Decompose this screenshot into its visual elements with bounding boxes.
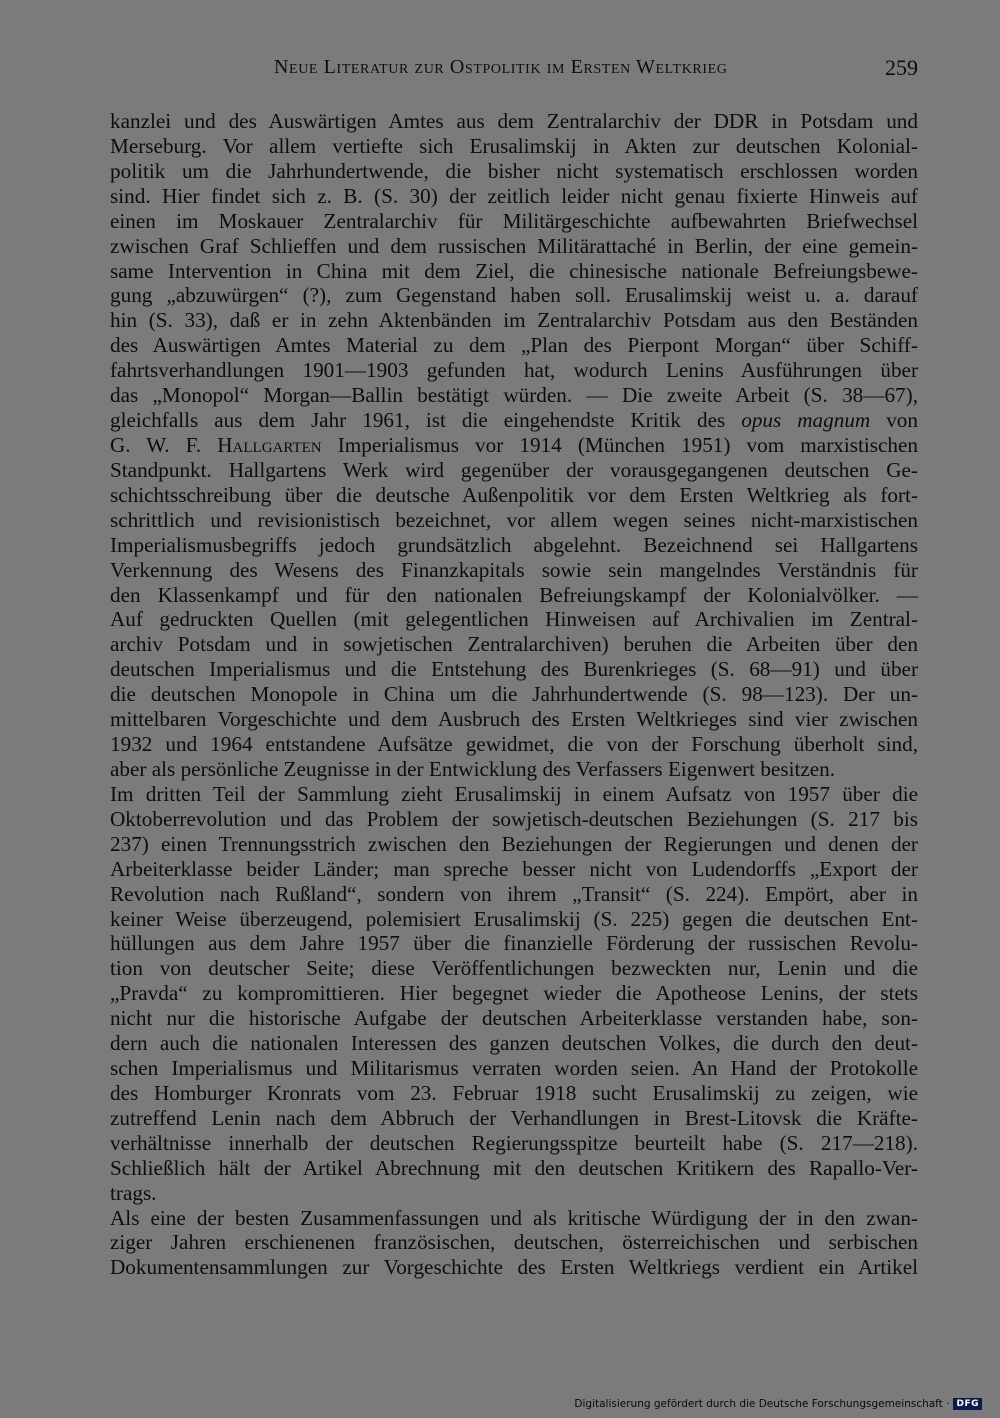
- text-line: keiner Weise überzeugend, polemisiert Erusalimskij (S. 225) gegen die deutschen Ent-: [110, 906, 918, 931]
- text-line: same Intervention in China mit dem Ziel, die chinesische nationale Befreiungsbewe-: [110, 258, 918, 283]
- text-line: tion von deutscher Seite; diese Veröffentlichungen bezweckten nur, Lenin und die: [110, 956, 918, 981]
- text-line: hin (S. 33), daß er in zehn Aktenbänden im Zentralarchiv Potsdam aus den Beständen: [110, 308, 918, 333]
- text-line: Schließlich hält der Artikel Abrechnung mit den deutschen Kritikern des Rapallo-Ver-: [110, 1155, 918, 1180]
- text-line: schen Imperialismus und Militarismus verraten worden seien. An Hand der Protokolle: [110, 1056, 918, 1081]
- text-line: fahrtsverhandlungen 1901—1903 gefunden hat, wodurch Lenins Ausführungen über: [110, 358, 918, 383]
- text-line: Revolution nach Rußland“, sondern von ihrem „Transit“ (S. 224). Empört, aber in: [110, 881, 918, 906]
- text-line: mittelbaren Vorgeschichte und dem Ausbruch des Ersten Weltkrieges sind vier zwischen: [110, 707, 918, 732]
- text-line: die deutschen Monopole in China um die Jahrhundertwende (S. 98—123). Der un-: [110, 682, 918, 707]
- text-line: Standpunkt. Hallgartens Werk wird gegenüber der vorausgegangenen deutschen Ge-: [110, 457, 918, 482]
- text-line: des Auswärtigen Amtes Material zu dem „Plan des Pierpont Morgan“ über Schiff-: [110, 333, 918, 358]
- text-line: Dokumentensammlungen zur Vorgeschichte des Ersten Weltkriegs verdient ein Artikel: [110, 1255, 918, 1280]
- text-line: deutschen Imperialismus und die Entstehung des Burenkrieges (S. 68—91) und über: [110, 657, 918, 682]
- text-line: politik um die Jahrhundertwende, die bisher nicht systematisch erschlossen worden: [110, 158, 918, 183]
- text-line: hüllungen aus dem Jahre 1957 über die finanzielle Förderung der russischen Revolu-: [110, 931, 918, 956]
- author-name: Hallgarten: [217, 432, 322, 457]
- text-line: archiv Potsdam und in sowjetischen Zentralarchiven) beruhen die Arbeiten über den: [110, 632, 918, 657]
- text-line: Oktoberrevolution und das Problem der sowjetisch-deutschen Beziehungen (S. 217 bis: [110, 806, 918, 831]
- text-line: Auf gedruckten Quellen (mit gelegentlichen Hinweisen auf Archivalien im Zentral-: [110, 607, 918, 632]
- text-line: zutreffend Lenin nach dem Abbruch der Verhandlungen in Brest-Litovsk die Kräfte-: [110, 1105, 918, 1130]
- text-line: gung „abzuwürgen“ (?), zum Gegenstand haben soll. Erusalimskij weist u. a. darauf: [110, 283, 918, 308]
- text-line: trags.: [110, 1180, 157, 1205]
- text-line: dern auch die nationalen Interessen des ganzen deutschen Volkes, die durch den deut-: [110, 1031, 918, 1056]
- running-header: [110, 56, 918, 86]
- running-title: Neue Literatur zur Ostpolitik im Ersten Weltkrieg: [274, 56, 728, 78]
- dfg-logo: DFG: [953, 1398, 982, 1410]
- page-number: 259: [885, 55, 918, 80]
- text-line: Imperialismusbegriffs jedoch grundsätzlich abgelehnt. Bezeichnend sei Hallgartens: [110, 532, 918, 557]
- text-line: Merseburg. Vor allem vertiefte sich Erusalimskij in Akten zur deutschen Kolonial-: [110, 133, 918, 158]
- text-line: nicht nur die historische Aufgabe der deutschen Arbeiterklasse verstanden habe, son-: [110, 1006, 918, 1031]
- text-line: 237) einen Trennungsstrich zwischen den Beziehungen der Regierungen und denen der: [110, 831, 918, 856]
- text-line: schrittlich und revisionistisch bezeichnet, vor allem wegen seines nicht-marxistischen: [110, 507, 918, 532]
- text-line: den Klassenkampf und für den nationalen Befreiungskampf der Kolonialvölker. —: [110, 582, 918, 607]
- text-line: gleichfalls aus dem Jahr 1961, ist die eingehendste Kritik des opus magnum von: [110, 408, 918, 433]
- text-line: Im dritten Teil der Sammlung zieht Erusalimskij in einem Aufsatz von 1957 über die: [110, 781, 918, 806]
- text-line: verhältnisse innerhalb der deutschen Regierungsspitze beurteilt habe (S. 217—218).: [110, 1130, 918, 1155]
- body-text: [110, 109, 918, 1280]
- text-line: zwischen Graf Schlieffen und dem russischen Militärattaché in Berlin, der eine gemein-: [110, 233, 918, 258]
- footer-credit: [574, 1398, 982, 1410]
- text-line: Verkennung des Wesens des Finanzkapitals sowie sein mangelndes Verständnis für: [110, 557, 918, 582]
- footer-credit-text: Digitalisierung gefördert durch die Deutsche Forschungsgemeinschaft ·: [574, 1398, 950, 1410]
- italic-term: opus magnum: [741, 408, 871, 433]
- text-line: sind. Hier findet sich z. B. (S. 30) der zeitlich leider nicht genau fixierte Hinweis auf: [110, 183, 918, 208]
- text-line: das „Monopol“ Morgan—Ballin bestätigt würden. — Die zweite Arbeit (S. 38—67),: [110, 383, 918, 408]
- text-line: G. W. F. Hallgarten Imperialismus vor 1914 (München 1951) vom marxistischen: [110, 432, 918, 457]
- text-line: 1932 und 1964 entstandene Aufsätze gewidmet, die von der Forschung überholt sind,: [110, 732, 918, 757]
- text-line: aber als persönliche Zeugnisse in der Entwicklung des Verfassers Eigenwert besitzen.: [110, 756, 836, 781]
- text-line: „Pravda“ zu kompromittieren. Hier begegnet wieder die Apotheose Lenins, der stets: [110, 981, 918, 1006]
- text-line: Als eine der besten Zusammenfassungen und als kritische Würdigung der in den zwan-: [110, 1205, 918, 1230]
- text-line: einen im Moskauer Zentralarchiv für Militärgeschichte aufbewahrten Briefwechsel: [110, 208, 918, 233]
- text-line: schichtsschreibung über die deutsche Außenpolitik vor dem Ersten Weltkrieg als fort-: [110, 482, 918, 507]
- text-line: des Homburger Kronrats vom 23. Februar 1918 sucht Erusalimskij zu zeigen, wie: [110, 1080, 918, 1105]
- text-line: ziger Jahren erschienenen französischen, deutschen, österreichischen und serbischen: [110, 1230, 918, 1255]
- text-line: Arbeiterklasse beider Länder; man spreche besser nicht von Ludendorffs „Export der: [110, 856, 918, 881]
- text-line: kanzlei und des Auswärtigen Amtes aus dem Zentralarchiv der DDR in Potsdam und: [110, 109, 918, 133]
